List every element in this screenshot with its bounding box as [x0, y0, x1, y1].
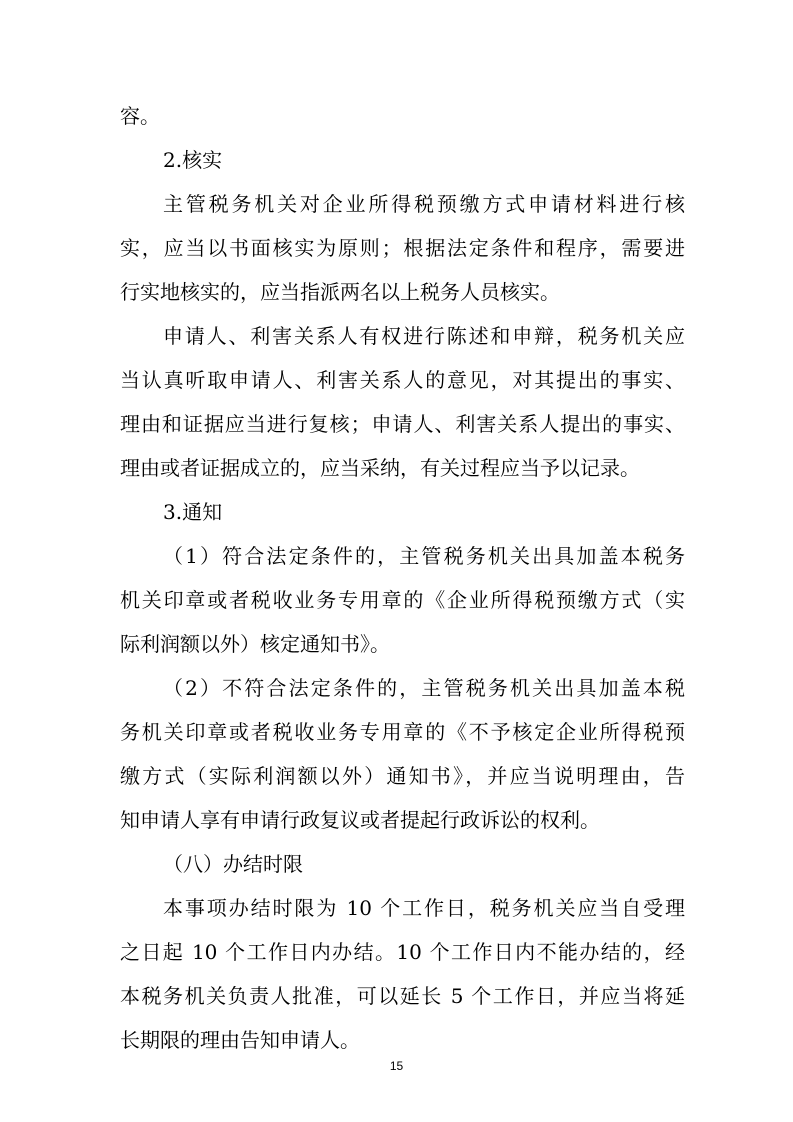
page-number: 15 [389, 1059, 404, 1073]
section-heading: 3.通知 [163, 500, 223, 524]
paragraph-line: 缴方式（实际利润额以外）通知书》，并应当说明理由，告 [120, 764, 685, 788]
paragraph-line: 实，应当以书面核实为原则；根据法定条件和程序，需要进 [120, 236, 685, 260]
paragraph-line: 理由或者证据成立的，应当采纳，有关过程应当予以记录。 [120, 456, 640, 480]
paragraph-line: 长期限的理由告知申请人。 [120, 1028, 360, 1052]
text-line: 容。 [120, 104, 160, 128]
paragraph-line: 知申请人享有申请行政复议或者提起行政诉讼的权利。 [120, 808, 600, 832]
paragraph-line: 主管税务机关对企业所得税预缴方式申请材料进行核 [163, 192, 685, 216]
paragraph-line: 理由和证据应当进行复核；申请人、利害关系人提出的事实、 [120, 412, 685, 436]
paragraph-line: 本税务机关负责人批准，可以延长 5 个工作日，并应当将延 [120, 984, 685, 1008]
paragraph-line: 本事项办结时限为 10 个工作日，税务机关应当自受理 [163, 896, 685, 920]
paragraph-line: （2）不符合法定条件的，主管税务机关出具加盖本税 [163, 676, 685, 700]
paragraph-line: 之日起 10 个工作日内办结。10 个工作日内不能办结的，经 [120, 940, 685, 964]
paragraph-line: 机关印章或者税收业务专用章的《企业所得税预缴方式（实 [120, 588, 685, 612]
section-heading: 2.核实 [163, 148, 223, 172]
paragraph-line: 申请人、利害关系人有权进行陈述和申辩，税务机关应 [163, 324, 685, 348]
paragraph-line: 当认真听取申请人、利害关系人的意见，对其提出的事实、 [120, 368, 685, 392]
paragraph-line: 际利润额以外）核定通知书》。 [120, 632, 390, 656]
paragraph-line: 务机关印章或者税收业务专用章的《不予核定企业所得税预 [120, 720, 685, 744]
paragraph-line: （1）符合法定条件的，主管税务机关出具加盖本税务 [163, 544, 685, 568]
section-heading: （八）办结时限 [163, 852, 303, 876]
paragraph-line: 行实地核实的，应当指派两名以上税务人员核实。 [120, 280, 560, 304]
